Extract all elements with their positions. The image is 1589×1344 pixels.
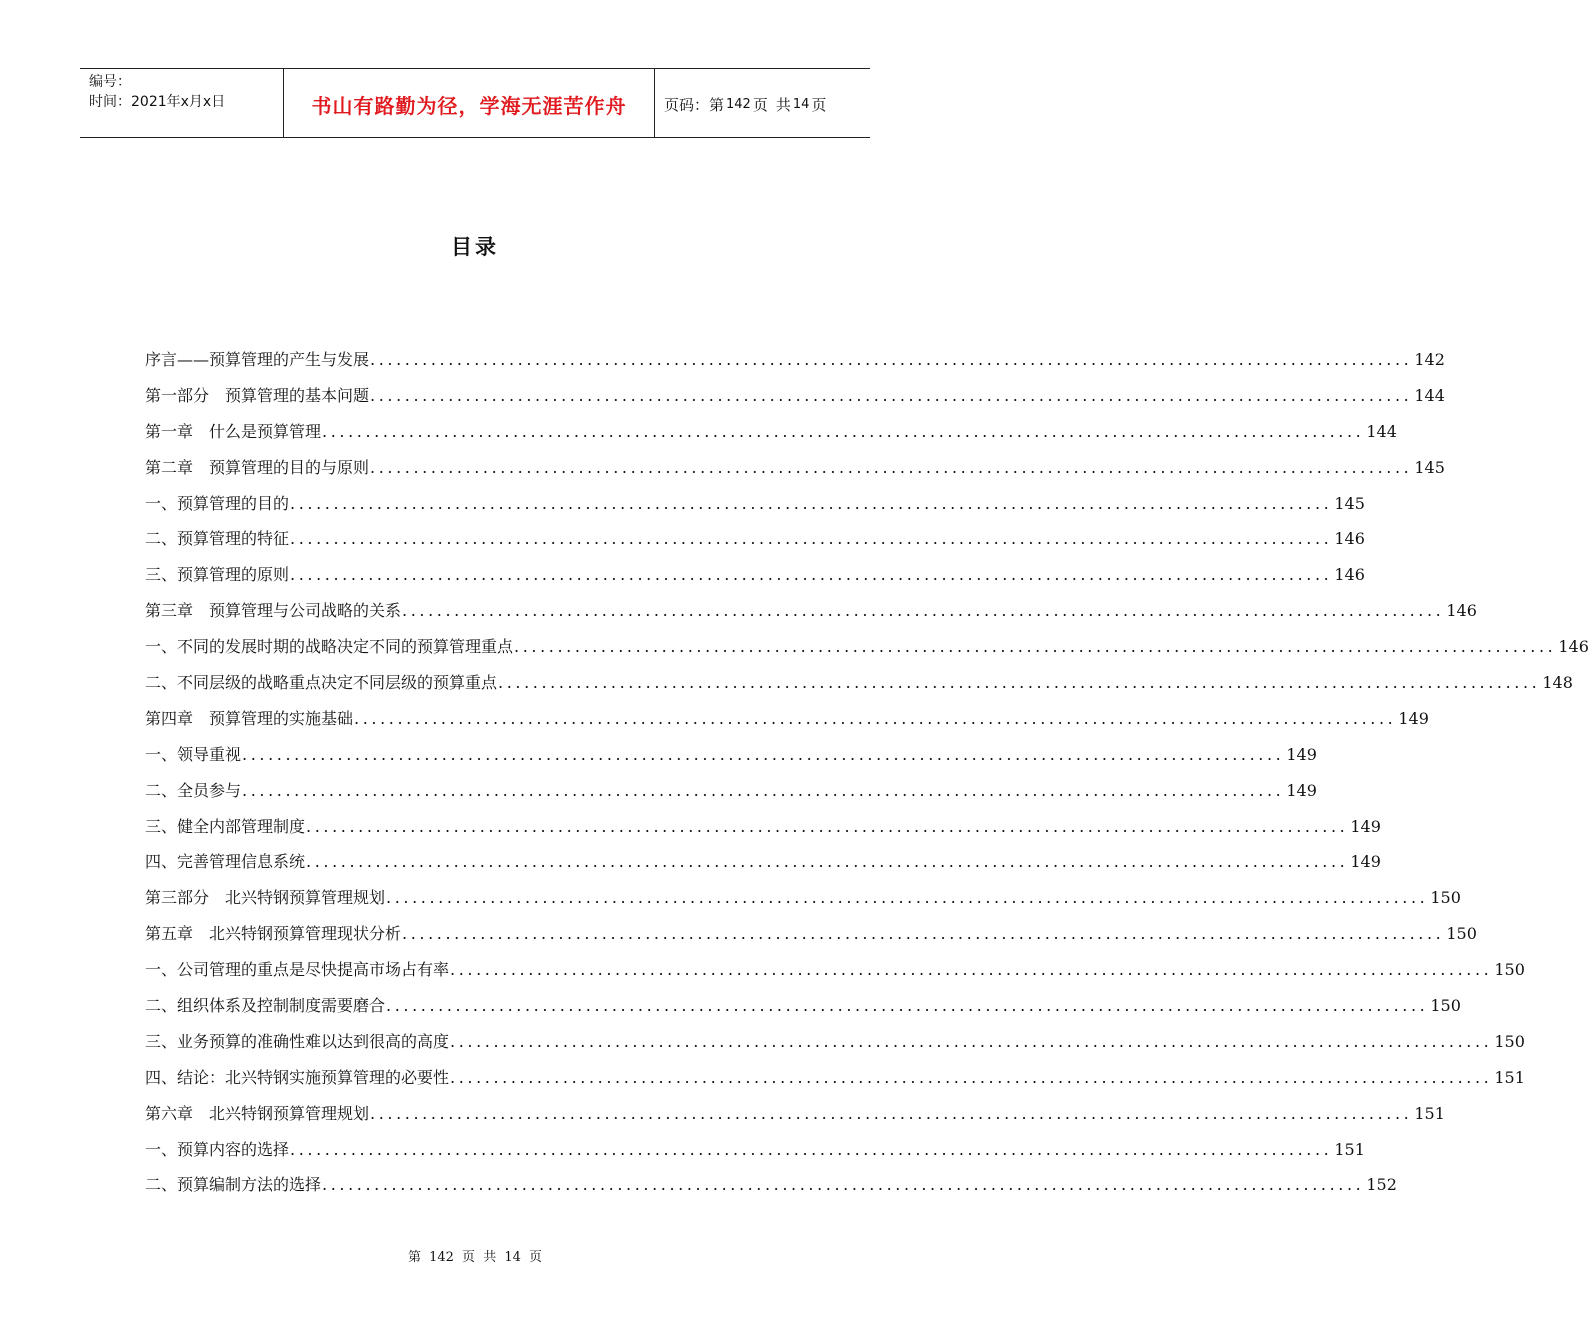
toc-entry[interactable]	[145, 916, 1477, 952]
toc-entry-page: 146	[1334, 529, 1365, 549]
toc-entry-label: 第一部分 预算管理的基本问题	[145, 385, 370, 405]
page-suffix: 页	[811, 95, 827, 114]
toc-entry-page: 150	[1430, 888, 1461, 908]
toc-entry-page: 146	[1446, 601, 1477, 621]
toc-entry-page: 150	[1446, 924, 1477, 944]
toc-entry[interactable]	[145, 1024, 1525, 1060]
toc-entry-page: 146	[1334, 565, 1365, 585]
toc-entry-page: 149	[1286, 744, 1317, 764]
toc-entry-page: 151	[1334, 1139, 1365, 1159]
toc-dot-leader: ........................................................................................................................	[290, 1139, 1333, 1159]
toc-entry[interactable]	[145, 988, 1461, 1024]
toc-dot-leader: ........................................................................................................................	[386, 996, 1429, 1016]
page-current: 142	[726, 96, 751, 112]
toc-entry-label: 第二章 预算管理的目的与原则	[145, 457, 370, 477]
toc-entry-label: 二、组织体系及控制制度需要磨合	[145, 996, 386, 1016]
toc-entry-page: 151	[1414, 1103, 1445, 1123]
toc-entry[interactable]	[145, 701, 1429, 737]
toc-entry-label: 第一章 什么是预算管理	[145, 421, 322, 441]
toc-entry-label: 三、预算管理的原则	[145, 565, 290, 585]
toc-entry[interactable]	[145, 737, 1317, 773]
page-total-prefix: 共	[775, 95, 791, 114]
toc-entry-label: 一、预算管理的目的	[145, 493, 290, 513]
toc-entry-label: 三、业务预算的准确性难以达到很高的高度	[145, 1031, 450, 1051]
toc-entry[interactable]	[145, 880, 1461, 916]
toc-entry[interactable]	[145, 809, 1381, 845]
toc-entry-page: 142	[1414, 350, 1445, 369]
toc-entry[interactable]	[145, 414, 1397, 450]
toc-entry[interactable]	[145, 773, 1317, 809]
toc-entry-label: 一、公司管理的重点是尽快提高市场占有率	[145, 960, 450, 980]
toc-entry-label: 二、全员参与	[145, 780, 242, 800]
toc-entry-label: 二、不同层级的战略重点决定不同层级的预算重点	[145, 673, 498, 693]
toc-dot-leader: ........................................................................................................................	[322, 421, 1365, 441]
toc-entry-page: 148	[1542, 673, 1573, 693]
toc-entry-page: 149	[1350, 816, 1381, 836]
toc-entry[interactable]	[145, 844, 1381, 880]
document-number-label: 编号：	[89, 74, 131, 90]
toc-entry-label: 序言——预算管理的产生与发展	[145, 350, 370, 369]
toc-dot-leader: ........................................................................................................................	[290, 493, 1333, 513]
toc-entry[interactable]	[145, 450, 1445, 486]
page-footer: 第 142 页 共 14 页	[407, 1250, 543, 1265]
toc-entry-page: 144	[1366, 421, 1397, 441]
toc-entry-page: 149	[1286, 780, 1317, 800]
header-motto: 书山有路勤为径，学海无涯苦作舟	[283, 69, 655, 137]
toc-entry-label: 一、不同的发展时期的战略决定不同的预算管理重点	[145, 637, 514, 657]
toc-entry[interactable]	[145, 557, 1365, 593]
toc-entry-page: 145	[1414, 457, 1445, 477]
toc-entry-page: 152	[1366, 1175, 1397, 1195]
toc-entry-label: 一、预算内容的选择	[145, 1139, 290, 1159]
toc-entry-label: 第三部分 北兴特钢预算管理规划	[145, 888, 386, 908]
toc-dot-leader: ........................................................................................................................	[402, 601, 1445, 621]
toc-entry[interactable]	[145, 342, 1445, 378]
toc-entry[interactable]	[145, 521, 1365, 557]
toc-entry-label: 四、完善管理信息系统	[145, 852, 306, 872]
toc-entry-label: 三、健全内部管理制度	[145, 816, 306, 836]
table-of-contents	[145, 342, 1589, 1203]
toc-dot-leader: ........................................................................................................................	[322, 1175, 1365, 1195]
toc-dot-leader: ........................................................................................................................	[514, 637, 1557, 657]
toc-dot-leader: ........................................................................................................................	[370, 1103, 1413, 1123]
toc-entry-label: 第六章 北兴特钢预算管理规划	[145, 1103, 370, 1123]
toc-dot-leader: ........................................................................................................................	[498, 673, 1541, 693]
toc-title: 目录	[451, 235, 499, 259]
toc-entry-page: 149	[1350, 852, 1381, 872]
toc-entry-label: 第三章 预算管理与公司战略的关系	[145, 601, 402, 621]
toc-dot-leader: ........................................................................................................................	[370, 457, 1413, 477]
header-meta	[80, 69, 283, 137]
toc-entry-page: 150	[1494, 960, 1525, 980]
page-prefix: 页码：第	[664, 95, 725, 114]
page-header	[80, 68, 870, 138]
toc-entry-page: 150	[1494, 1031, 1525, 1051]
toc-entry-label: 第四章 预算管理的实施基础	[145, 708, 354, 728]
page-total: 14	[792, 96, 810, 112]
toc-entry-page: 150	[1430, 996, 1461, 1016]
toc-entry[interactable]	[145, 952, 1525, 988]
toc-dot-leader: ........................................................................................................................	[386, 888, 1429, 908]
toc-entry[interactable]	[145, 486, 1365, 522]
toc-entry-page: 145	[1334, 493, 1365, 513]
toc-entry[interactable]	[145, 665, 1573, 701]
toc-entry[interactable]	[145, 378, 1445, 414]
toc-entry-page: 146	[1558, 637, 1589, 657]
toc-dot-leader: ........................................................................................................................	[370, 385, 1413, 405]
toc-dot-leader: ........................................................................................................................	[306, 816, 1349, 836]
toc-dot-leader: ........................................................................................................................	[290, 529, 1333, 549]
toc-entry-page: 149	[1398, 708, 1429, 728]
toc-entry[interactable]	[145, 629, 1589, 665]
toc-dot-leader: ........................................................................................................................	[242, 744, 1285, 764]
toc-entry-label: 二、预算管理的特征	[145, 529, 290, 549]
toc-dot-leader: ........................................................................................................................	[370, 350, 1413, 369]
toc-dot-leader: ........................................................................................................................	[354, 708, 1397, 728]
toc-entry-label: 一、领导重视	[145, 744, 242, 764]
toc-entry-label: 第五章 北兴特钢预算管理现状分析	[145, 924, 402, 944]
toc-dot-leader: ........................................................................................................................	[290, 565, 1333, 585]
header-page-info	[655, 69, 870, 137]
toc-entry-label: 四、结论：北兴特钢实施预算管理的必要性	[145, 1067, 450, 1087]
toc-dot-leader: ........................................................................................................................	[450, 1067, 1493, 1087]
page-mid: 页	[752, 95, 768, 114]
toc-dot-leader: ........................................................................................................................	[450, 960, 1493, 980]
toc-dot-leader: ........................................................................................................................	[402, 924, 1445, 944]
toc-entry-label: 二、预算编制方法的选择	[145, 1175, 322, 1195]
toc-entry[interactable]	[145, 1096, 1445, 1132]
toc-dot-leader: ........................................................................................................................	[450, 1031, 1493, 1051]
toc-dot-leader: ........................................................................................................................	[306, 852, 1349, 872]
toc-entry-page: 144	[1414, 385, 1445, 405]
toc-entry[interactable]	[145, 1167, 1397, 1203]
toc-entry[interactable]	[145, 1132, 1365, 1168]
toc-entry[interactable]	[145, 593, 1477, 629]
toc-entry-page: 151	[1494, 1067, 1525, 1087]
document-date: 时间：2021年x月x日	[89, 94, 226, 110]
toc-dot-leader: ........................................................................................................................	[242, 780, 1285, 800]
toc-entry[interactable]	[145, 1060, 1525, 1096]
